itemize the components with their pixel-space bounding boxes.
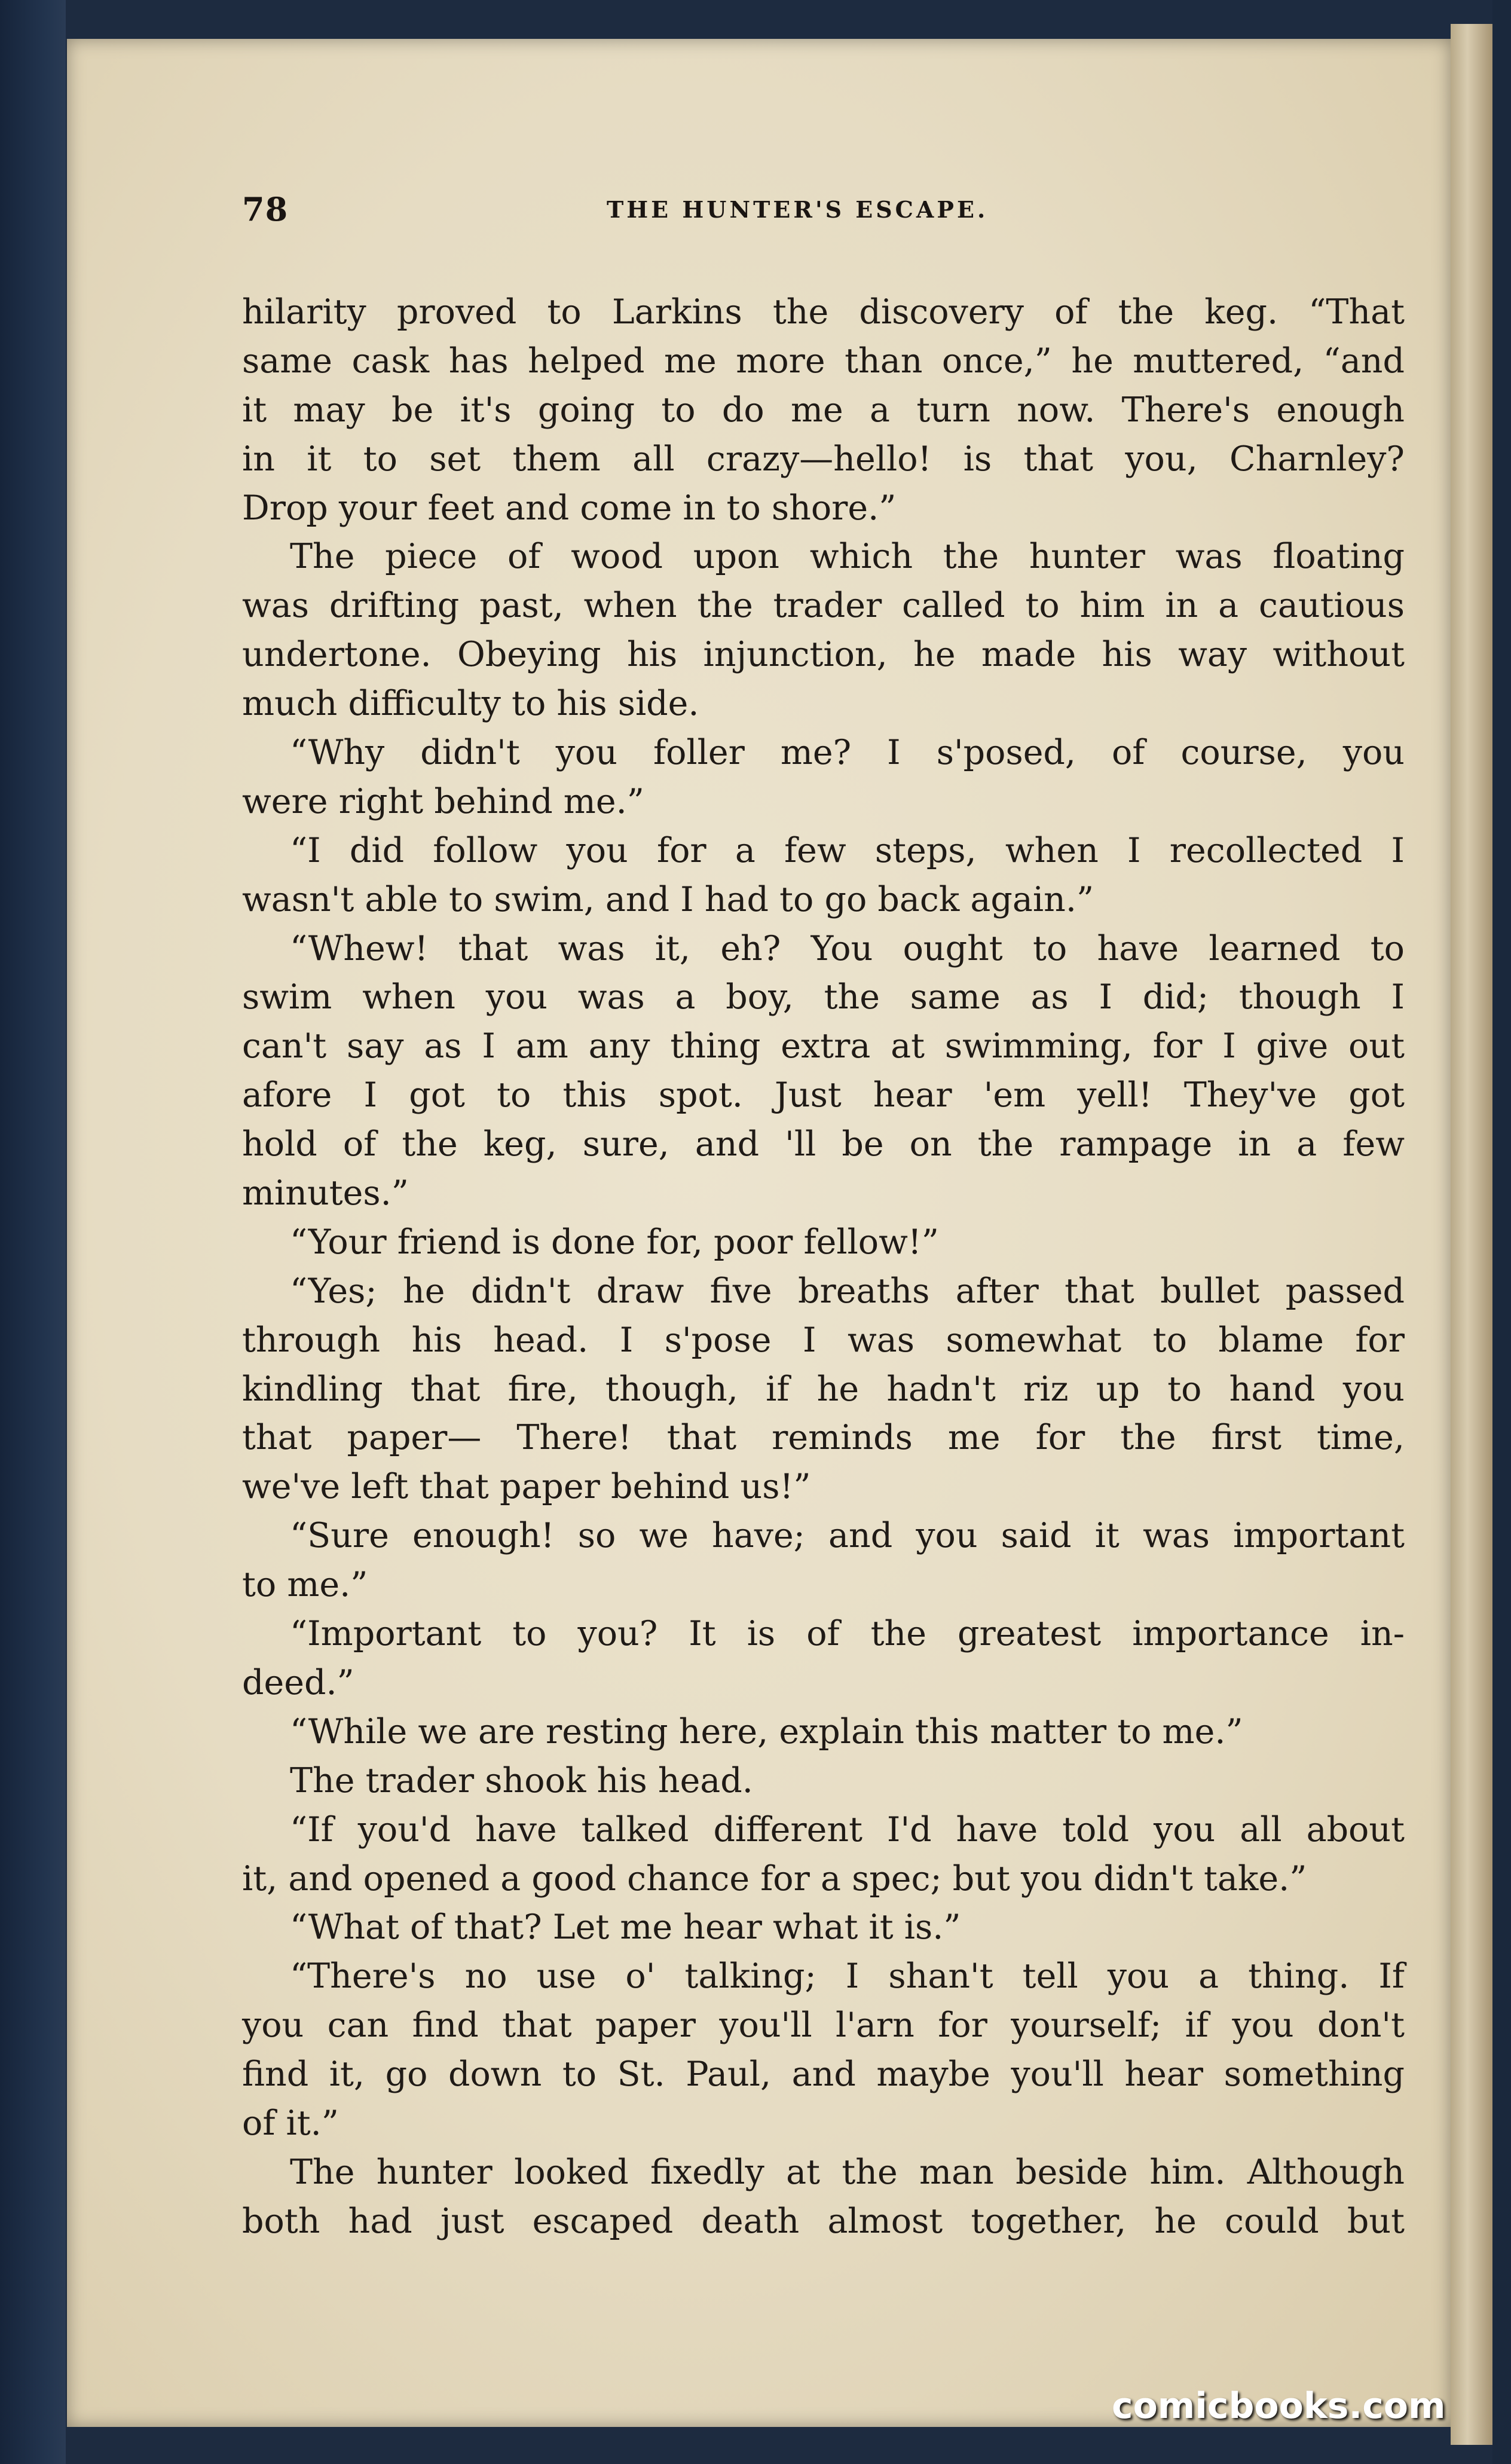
text-line: can't say as I am any thing extra at swimming, for I give out [242,1026,1405,1066]
text-line: you can find that paper you'll l'arn for yourself; if you don't [242,2006,1405,2046]
text-line: Drop your feet and come in to shore.” [242,488,897,528]
text-line: “If you'd have talked different I'd have told you all about [290,1809,1405,1849]
text-line: it, and opened a good chance for a spec; but you didn't take.” [242,1858,1307,1899]
body-text [242,288,1405,2246]
book-cover-edge-left [0,0,66,2464]
text-line: “Yes; he didn't draw five breaths after that bullet passed [290,1271,1405,1311]
text-line: minutes.” [242,1173,409,1213]
text-line: hold of the keg, sure, and 'll be on the rampage in a few [242,1124,1405,1164]
text-line: afore I got to this spot. Just hear 'em yell! They've got [242,1075,1405,1115]
text-line: find it, go down to St. Paul, and maybe you'll hear something [242,2055,1405,2095]
text-line: same cask has helped me more than once,” he muttered, “and [242,341,1405,381]
site-watermark: comicbooks.com [1112,2385,1446,2427]
text-line: “Sure enough! so we have; and you said it was important [290,1516,1405,1556]
text-line: it may be it's going to do me a turn now. There's enough [242,390,1405,430]
text-line: “What of that? Let me hear what it is.” [290,1907,961,1948]
text-line: was drifting past, when the trader called to him in a cautious [242,586,1405,626]
text-line: of it.” [242,2103,339,2143]
running-title: THE HUNTER'S ESCAPE. [607,196,989,223]
page-number: 78 [242,190,289,228]
page-header [242,190,1408,244]
text-line: “While we are resting here, explain this matter to me.” [290,1711,1243,1751]
text-line: much difficulty to his side. [242,684,699,724]
text-line: that paper— There! that reminds me for the first time, [242,1418,1405,1458]
text-line: wasn't able to swim, and I had to go back again.” [242,879,1094,919]
text-line: both had just escaped death almost together, he could but [242,2201,1405,2241]
text-line: to me.” [242,1565,368,1605]
text-line: hilarity proved to Larkins the discovery of the keg. “That [242,292,1405,332]
text-line: “Your friend is done for, poor fellow!” [290,1222,939,1262]
text-line: were right behind me.” [242,781,644,821]
text-line: in it to set them all crazy—hello! is that you, Charnley? [242,439,1405,479]
text-line: “Whew! that was it, eh? You ought to have learned to [290,928,1405,968]
book-spine [1451,24,1492,2445]
text-line: kindling that fire, though, if he hadn't riz up to hand you [242,1369,1405,1409]
text-line: The hunter looked fixedly at the man beside him. Although [290,2152,1405,2192]
text-line: The piece of wood upon which the hunter was floating [290,537,1405,577]
text-line: deed.” [242,1662,354,1702]
text-line: through his head. I s'pose I was somewhat to blame for [242,1320,1405,1360]
book-cover-edge-right [1492,0,1511,2464]
text-line: “Important to you? It is of the greatest importance in- [290,1614,1405,1654]
text-line: undertone. Obeying his injunction, he made his way without [242,635,1405,675]
text-line: “Why didn't you foller me? I s'posed, of course, you [290,733,1405,773]
text-line: “I did follow you for a few steps, when I recollected I [290,830,1405,870]
text-line: The trader shook his head. [290,1760,753,1800]
text-line: we've left that paper behind us!” [242,1467,811,1507]
text-line: “There's no use o' talking; I shan't tell you a thing. If [290,1956,1405,1997]
text-line: swim when you was a boy, the same as I did; though I [242,977,1405,1017]
